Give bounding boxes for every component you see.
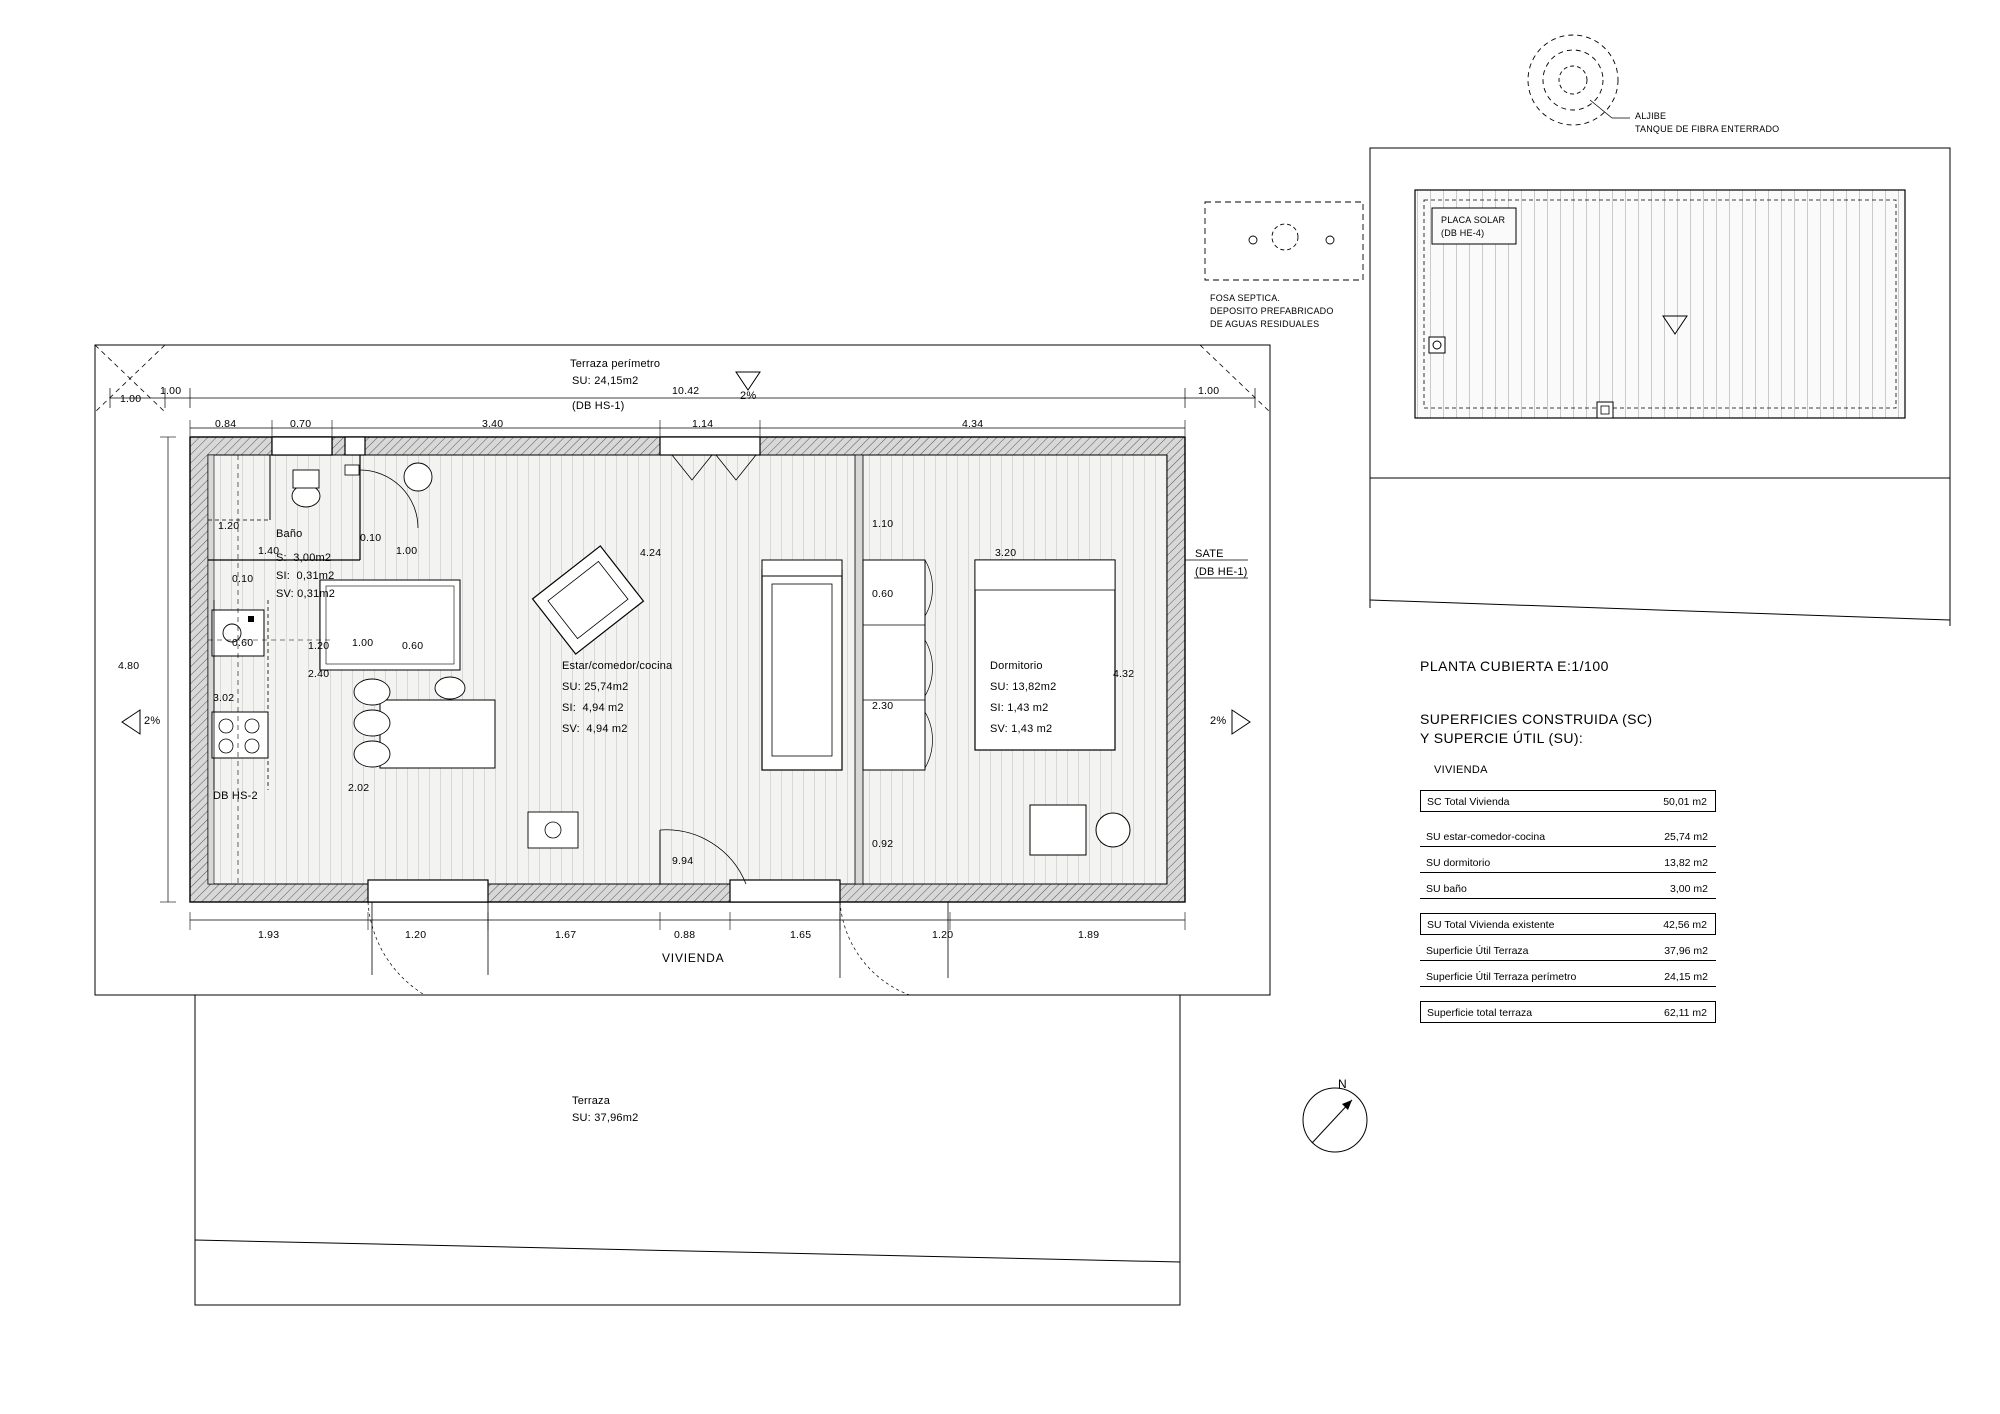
room-estar-si: SI: 4,94 m2 bbox=[562, 702, 624, 714]
row-value: 24,15 m2 bbox=[1664, 971, 1708, 983]
dim-bottom-5: 1.20 bbox=[932, 929, 954, 941]
dim-bottom-4: 1.65 bbox=[790, 929, 812, 941]
areas-table bbox=[1420, 710, 1720, 1023]
aljibe-label-line2: TANQUE DE FIBRA ENTERRADO bbox=[1635, 124, 1780, 134]
dim-int-100b: 1.00 bbox=[352, 637, 374, 649]
row-label: Superficie total terraza bbox=[1427, 1007, 1533, 1019]
terraza-su: SU: 37,96m2 bbox=[572, 1112, 639, 1124]
dim-int-432: 4.32 bbox=[1113, 668, 1135, 680]
dim-left-1: 3.02 bbox=[213, 692, 235, 704]
aljibe-symbol bbox=[1528, 35, 1630, 125]
north-label: N bbox=[1338, 1077, 1347, 1091]
row-label: SU baño bbox=[1426, 883, 1467, 895]
dim-int-110: 1.10 bbox=[872, 518, 894, 530]
fosa-septica-symbol bbox=[1205, 202, 1363, 280]
table-row bbox=[1420, 913, 1716, 935]
areas-table-title-line1: SUPERFICIES CONSTRUIDA (SC) bbox=[1420, 711, 1653, 727]
table-row bbox=[1420, 940, 1716, 961]
areas-table-group-4 bbox=[1420, 1001, 1720, 1023]
dim-int-120b: 1.20 bbox=[308, 640, 330, 652]
room-dormitorio-sv: SV: 1,43 m2 bbox=[990, 723, 1053, 735]
room-bano-su: S: 3,00m2 bbox=[276, 552, 332, 564]
row-label: Superficie Útil Terraza bbox=[1426, 945, 1529, 957]
main-plan-group bbox=[95, 345, 1367, 1305]
sate-label-line1: SATE bbox=[1195, 548, 1224, 560]
table-row bbox=[1420, 826, 1716, 847]
row-value: 25,74 m2 bbox=[1664, 831, 1708, 843]
terraza-title: Terraza bbox=[572, 1095, 611, 1107]
room-estar-name: Estar/comedor/cocina bbox=[562, 660, 673, 672]
room-bano-name: Baño bbox=[276, 528, 303, 540]
room-dormitorio-name: Dormitorio bbox=[990, 660, 1043, 672]
terraza-perimetro-title: Terraza perímetro bbox=[570, 358, 661, 370]
row-label: SU dormitorio bbox=[1426, 857, 1491, 869]
row-label: SU Total Vivienda existente bbox=[1427, 919, 1555, 931]
dim-int-060c: 0.60 bbox=[872, 588, 894, 600]
dim-int-010b: 0.10 bbox=[232, 573, 254, 585]
db-hs1-label: (DB HS-1) bbox=[572, 400, 625, 412]
slope-right-label: 2% bbox=[1210, 715, 1227, 727]
vivienda-label: VIVIENDA bbox=[662, 951, 725, 965]
dim-int-424: 4.24 bbox=[640, 547, 662, 559]
dim-bottom-2: 1.67 bbox=[555, 929, 577, 941]
sate-label-line2: (DB HE-1) bbox=[1195, 566, 1248, 578]
fosa-septica-label-line1: FOSA SEPTICA. bbox=[1210, 293, 1281, 303]
row-value: 3,00 m2 bbox=[1670, 883, 1708, 895]
table-row bbox=[1420, 966, 1716, 987]
dim-top-outer-1: 1.00 bbox=[160, 385, 182, 397]
row-label: SC Total Vivienda bbox=[1427, 796, 1510, 808]
dim-int-100a: 1.00 bbox=[396, 545, 418, 557]
slope-top-label: 2% bbox=[740, 390, 757, 402]
placa-solar-label-line1: PLACA SOLAR bbox=[1441, 215, 1506, 225]
row-value: 37,96 m2 bbox=[1664, 945, 1708, 957]
row-value: 13,82 m2 bbox=[1664, 857, 1708, 869]
placa-solar-label-line2: (DB HE-4) bbox=[1441, 228, 1485, 238]
areas-table-group-3 bbox=[1420, 913, 1720, 987]
dim-top-outer-2: 10.42 bbox=[672, 385, 700, 397]
table-row bbox=[1420, 1001, 1716, 1023]
room-estar-su: SU: 25,74m2 bbox=[562, 681, 629, 693]
dim-left-0: 4.80 bbox=[118, 660, 140, 672]
dim-bottom-0: 1.93 bbox=[258, 929, 280, 941]
dim-top-outer-0: 1.00 bbox=[120, 393, 142, 405]
dim-bottom-3: 0.88 bbox=[674, 929, 696, 941]
dim-int-060a: 0.60 bbox=[232, 637, 254, 649]
planta-cubierta-title: PLANTA CUBIERTA E:1/100 bbox=[1420, 658, 1609, 674]
table-row bbox=[1420, 852, 1716, 873]
dim-int-230: 2.30 bbox=[872, 700, 894, 712]
room-dormitorio-si: SI: 1,43 m2 bbox=[990, 702, 1049, 714]
slope-left-label: 2% bbox=[144, 715, 161, 727]
db-hs2-label: DB HS-2 bbox=[213, 790, 258, 802]
dim-int-120a: 1.20 bbox=[218, 520, 240, 532]
table-row bbox=[1420, 790, 1716, 812]
dim-int-994: 9.94 bbox=[672, 855, 694, 867]
dim-int-060b: 0.60 bbox=[402, 640, 424, 652]
dim-bottom-6: 1.89 bbox=[1078, 929, 1100, 941]
areas-table-group-2 bbox=[1420, 826, 1720, 899]
row-value: 42,56 m2 bbox=[1663, 919, 1707, 931]
terraza-perimetro-su: SU: 24,15m2 bbox=[572, 375, 639, 387]
fosa-septica-label-line2: DEPOSITO PREFABRICADO bbox=[1210, 306, 1334, 316]
areas-table-subtitle: VIVIENDA bbox=[1434, 764, 1488, 776]
fosa-septica-label-line3: DE AGUAS RESIDUALES bbox=[1210, 319, 1320, 329]
dim-top-inner-4: 4.34 bbox=[962, 418, 984, 430]
dim-int-010a: 0.10 bbox=[360, 532, 382, 544]
dim-top-outer-3: 1.00 bbox=[1198, 385, 1220, 397]
room-dormitorio-su: SU: 13,82m2 bbox=[990, 681, 1057, 693]
row-label: Superficie Útil Terraza perímetro bbox=[1426, 971, 1577, 983]
dim-top-inner-3: 1.14 bbox=[692, 418, 714, 430]
dim-int-240: 2.40 bbox=[308, 668, 330, 680]
dim-top-inner-1: 0.70 bbox=[290, 418, 312, 430]
aljibe-label-line1: ALJIBE bbox=[1635, 111, 1667, 121]
areas-table-group-1 bbox=[1420, 790, 1720, 812]
dim-int-320: 3.20 bbox=[995, 547, 1017, 559]
row-value: 62,11 m2 bbox=[1664, 1007, 1707, 1019]
dim-bottom-1: 1.20 bbox=[405, 929, 427, 941]
row-value: 50,01 m2 bbox=[1663, 796, 1707, 808]
room-bano-sv: SV: 0,31m2 bbox=[276, 588, 336, 600]
room-bano-si: SI: 0,31m2 bbox=[276, 570, 335, 582]
dim-top-inner-0: 0.84 bbox=[215, 418, 237, 430]
dim-top-inner-2: 3.40 bbox=[482, 418, 504, 430]
areas-table-title-line2: Y SUPERCIE ÚTIL (SU): bbox=[1420, 730, 1584, 746]
row-label: SU estar-comedor-cocina bbox=[1426, 831, 1546, 843]
dim-int-202: 2.02 bbox=[348, 782, 370, 794]
table-row bbox=[1420, 878, 1716, 899]
dim-int-092: 0.92 bbox=[872, 838, 894, 850]
dim-int-140: 1.40 bbox=[258, 545, 280, 557]
room-estar-sv: SV: 4,94 m2 bbox=[562, 723, 628, 735]
